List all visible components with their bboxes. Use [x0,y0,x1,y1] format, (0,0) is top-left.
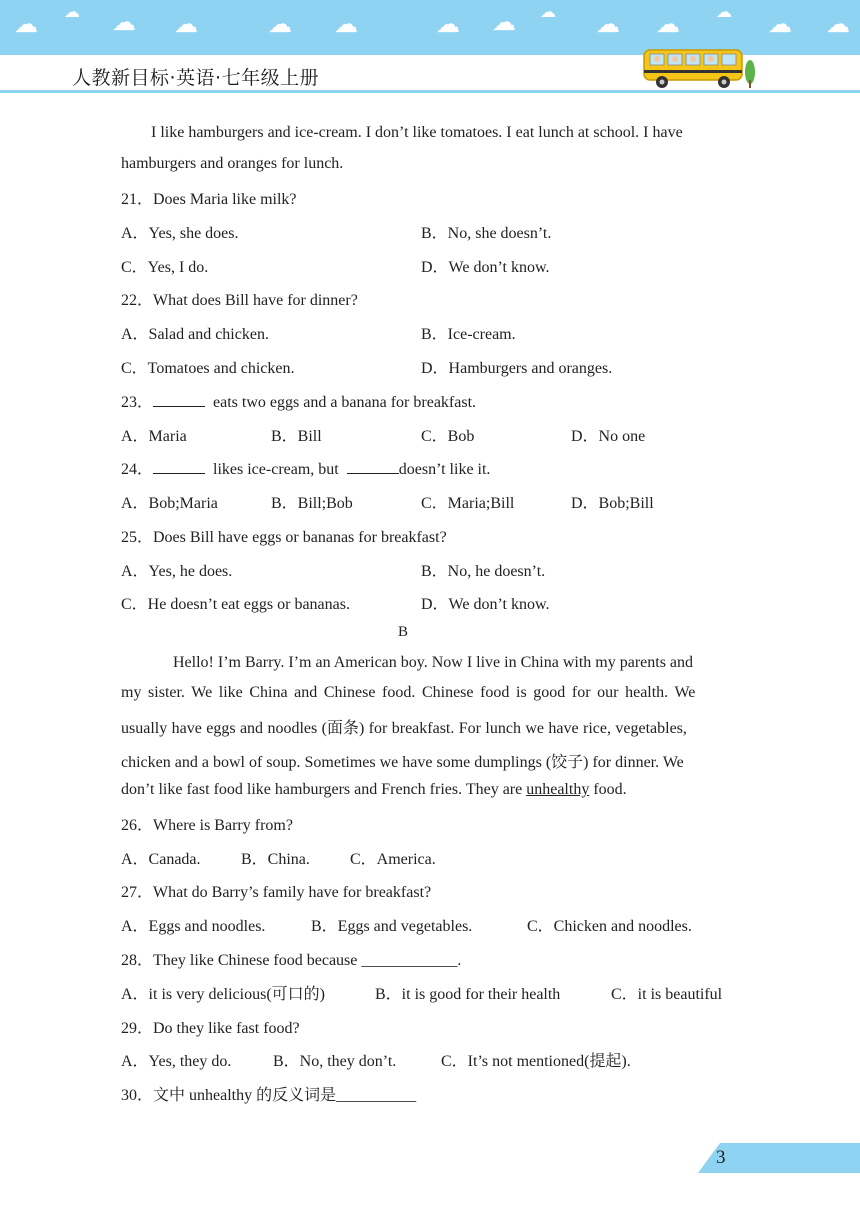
passage-a-line: I like hamburgers and ice-cream. I don’t like tomatoes. I eat lunch at school. I have [151,124,683,141]
page-number: 3 [716,1147,726,1168]
question-30: 30．文中 unhealthy 的反义词是__________ [121,1087,417,1104]
question-23 [121,389,476,412]
option-26-a[interactable]: A．Canada. [121,851,201,868]
passage-text: don’t like fast food like hamburgers and French fries. They are [121,781,527,798]
option-27-c[interactable]: C．Chicken and noodles. [527,918,692,935]
option-22-b[interactable]: B．Ice-cream. [421,326,516,343]
question-21: 21．Does Maria like milk? [121,191,297,208]
cloud-icon: ☁ [268,10,292,38]
cloud-icon: ☁ [334,10,358,38]
answer-blank[interactable] [347,459,399,474]
option-22-a[interactable]: A．Salad and chicken. [121,326,269,343]
book-title: 人教新目标·英语·七年级上册 [72,67,320,89]
option-23-c[interactable]: C．Bob [421,428,475,445]
cloud-icon: ☁ [14,10,38,38]
option-28-c[interactable]: C．it is beautiful [611,986,723,1003]
passage-b-line: chicken and a bowl of soup. Sometimes we have some dumplings (饺子) for dinner. We [121,754,684,771]
option-25-b[interactable]: B．No, he doesn’t. [421,563,546,580]
passage-text: food. [589,781,627,798]
cloud-icon: ☁ [540,2,556,21]
option-24-b[interactable]: B．Bill;Bob [271,495,353,512]
cloud-icon: ☁ [436,10,460,38]
question-22: 22．What does Bill have for dinner? [121,292,358,309]
passage-b-line: Hello! I’m Barry. I’m an American boy. Now I live in China with my parents and [173,654,694,671]
passage-b-line [121,781,627,799]
option-25-a[interactable]: A．Yes, he does. [121,563,233,580]
question-26: 26．Where is Barry from? [121,817,293,834]
passage-b-line: my sister. We like China and Chinese food. Chinese food is good for our health. We [121,684,696,701]
question-number: 23． [121,394,154,411]
question-29: 29．Do they like fast food? [121,1020,300,1037]
cloud-icon: ☁ [492,8,516,36]
cloud-icon: ☁ [596,10,620,38]
question-25: 25．Does Bill have eggs or bananas for breakfast? [121,529,447,546]
cloud-icon: ☁ [112,8,136,36]
answer-blank[interactable] [153,392,205,407]
school-bus-illustration [640,42,758,92]
underlined-word: unhealthy [526,781,590,798]
option-25-d[interactable]: D．We don’t know. [421,596,550,613]
option-23-a[interactable]: A．Maria [121,428,187,445]
option-29-b[interactable]: B．No, they don’t. [273,1053,397,1070]
question-text: likes ice-cream, but [213,461,339,478]
option-29-a[interactable]: A．Yes, they do. [121,1053,232,1070]
option-24-a[interactable]: A．Bob;Maria [121,495,218,512]
cloud-icon: ☁ [768,10,792,38]
question-number: 24． [121,461,154,478]
option-21-b[interactable]: B．No, she doesn’t. [421,225,552,242]
option-22-c[interactable]: C．Tomatoes and chicken. [121,360,295,377]
cloud-icon: ☁ [826,10,850,38]
option-21-a[interactable]: A．Yes, she does. [121,225,239,242]
option-26-c[interactable]: C．America. [350,851,436,868]
option-28-a[interactable]: A．it is very delicious(可口的) [121,986,325,1003]
option-28-b[interactable]: B．it is good for their health [375,986,561,1003]
passage-b-line: usually have eggs and noodles (面条) for breakfast. For lunch we have rice, vegetables, [121,720,687,737]
cloud-icon: ☁ [174,10,198,38]
section-heading: B [398,624,409,640]
option-22-d[interactable]: D．Hamburgers and oranges. [421,360,613,377]
question-27: 27．What do Barry’s family have for breakfast? [121,884,432,901]
passage-a-line: hamburgers and oranges for lunch. [121,155,344,172]
option-24-d[interactable]: D．Bob;Bill [571,495,654,512]
option-21-d[interactable]: D．We don’t know. [421,259,550,276]
cloud-icon: ☁ [656,10,680,38]
answer-blank[interactable] [153,459,205,474]
question-24 [121,456,490,479]
question-text: doesn’t like it. [398,461,491,478]
question-text: eats two eggs and a banana for breakfast. [213,394,477,411]
option-21-c[interactable]: C．Yes, I do. [121,259,209,276]
option-23-b[interactable]: B．Bill [271,428,322,445]
option-27-a[interactable]: A．Eggs and noodles. [121,918,266,935]
option-29-c[interactable]: C．It’s not mentioned(提起). [441,1053,631,1070]
cloud-icon: ☁ [64,2,80,21]
option-26-b[interactable]: B．China. [241,851,310,868]
option-27-b[interactable]: B．Eggs and vegetables. [311,918,473,935]
cloud-icon: ☁ [716,2,732,21]
option-24-c[interactable]: C．Maria;Bill [421,495,515,512]
option-25-c[interactable]: C．He doesn’t eat eggs or bananas. [121,596,350,613]
option-23-d[interactable]: D．No one [571,428,646,445]
question-28: 28．They like Chinese food because ____________. [121,952,462,969]
